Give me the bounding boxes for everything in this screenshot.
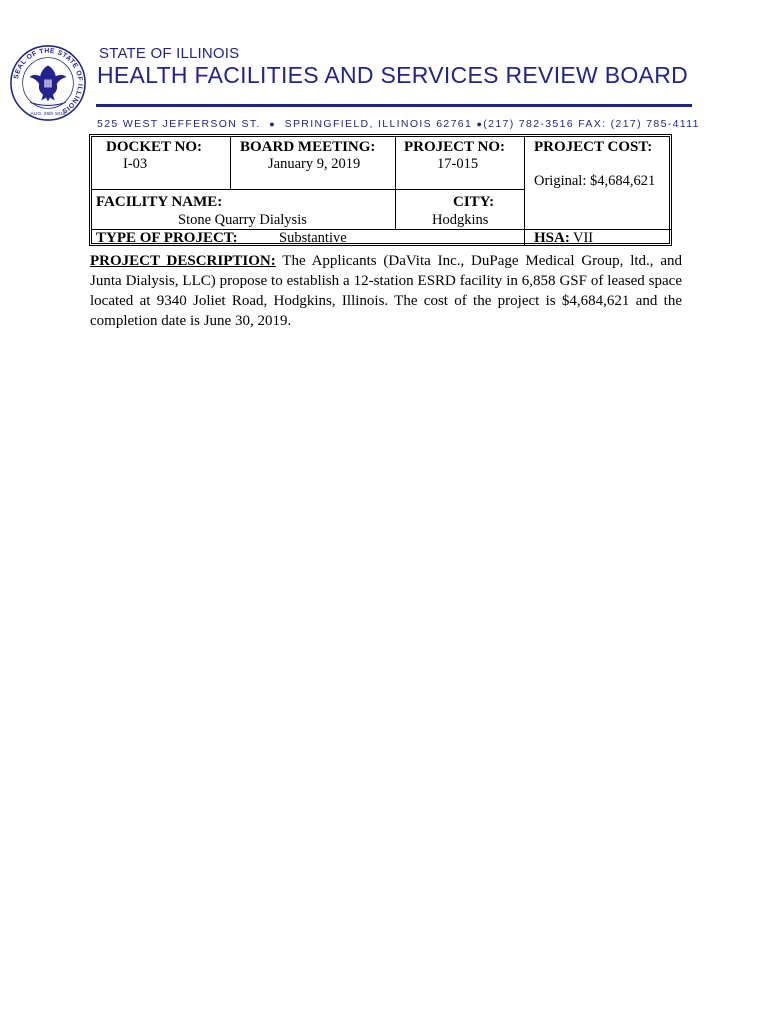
city-address: SPRINGFIELD, ILLINOIS 62761 bbox=[284, 118, 473, 130]
project-description-text: The Applicants (DaVita Inc., DuPage Medical Group, ltd., and Junta Dialysis, LLC) propose to establish a 12-station ESRD facility in 6,858 GSF of leased space located at 9340 Joliet Road, Hodgkins, Illinois. The cost of the project is $4,684,621 and the completion date is June 30, 2019. bbox=[90, 253, 683, 329]
phone-fax: (217) 782-3516 FAX: (217) 785-4111 bbox=[483, 118, 700, 130]
project-no-value: 17-015 bbox=[437, 156, 479, 172]
bullet-separator: ● bbox=[269, 119, 277, 129]
project-description-heading: PROJECT DESCRIPTION: bbox=[90, 253, 276, 269]
board-name: HEALTH FACILITIES AND SERVICES REVIEW BOARD bbox=[97, 62, 689, 88]
address-line bbox=[97, 118, 700, 130]
board-meeting-value: January 9, 2019 bbox=[268, 156, 361, 172]
state-name: STATE OF ILLINOIS bbox=[99, 45, 240, 62]
hsa-label: HSA: bbox=[534, 230, 570, 246]
type-of-project-value: Substantive bbox=[279, 230, 347, 246]
street-address: 525 WEST JEFFERSON ST. bbox=[97, 118, 261, 130]
svg-text:AUG. 26th 1818: AUG. 26th 1818 bbox=[30, 112, 66, 118]
docket-label: DOCKET NO: bbox=[106, 139, 202, 155]
svg-text:SEAL OF THE STATE OF ILLINOIS: SEAL OF THE STATE OF ILLINOIS bbox=[13, 47, 84, 115]
column-divider bbox=[395, 137, 396, 229]
project-cost-value: Original: $4,684,621 bbox=[534, 173, 656, 189]
docket-value: I-03 bbox=[123, 156, 148, 172]
facility-name-value: Stone Quarry Dialysis bbox=[178, 212, 307, 228]
project-no-label: PROJECT NO: bbox=[404, 139, 505, 155]
column-divider bbox=[230, 137, 231, 189]
city-label: CITY: bbox=[453, 194, 495, 210]
project-info-table bbox=[89, 134, 672, 246]
project-cost-label: PROJECT COST: bbox=[534, 139, 653, 155]
header-rule bbox=[96, 104, 692, 107]
project-description bbox=[90, 251, 682, 331]
type-of-project-label: TYPE OF PROJECT: bbox=[96, 230, 238, 246]
board-meeting-label: BOARD MEETING: bbox=[240, 139, 376, 155]
state-seal-logo bbox=[9, 44, 87, 122]
city-value: Hodgkins bbox=[432, 212, 489, 228]
hsa-value: VII bbox=[573, 230, 594, 246]
bullet-separator: ● bbox=[476, 119, 484, 129]
row-divider bbox=[92, 189, 524, 190]
facility-name-label: FACILITY NAME: bbox=[96, 194, 223, 210]
